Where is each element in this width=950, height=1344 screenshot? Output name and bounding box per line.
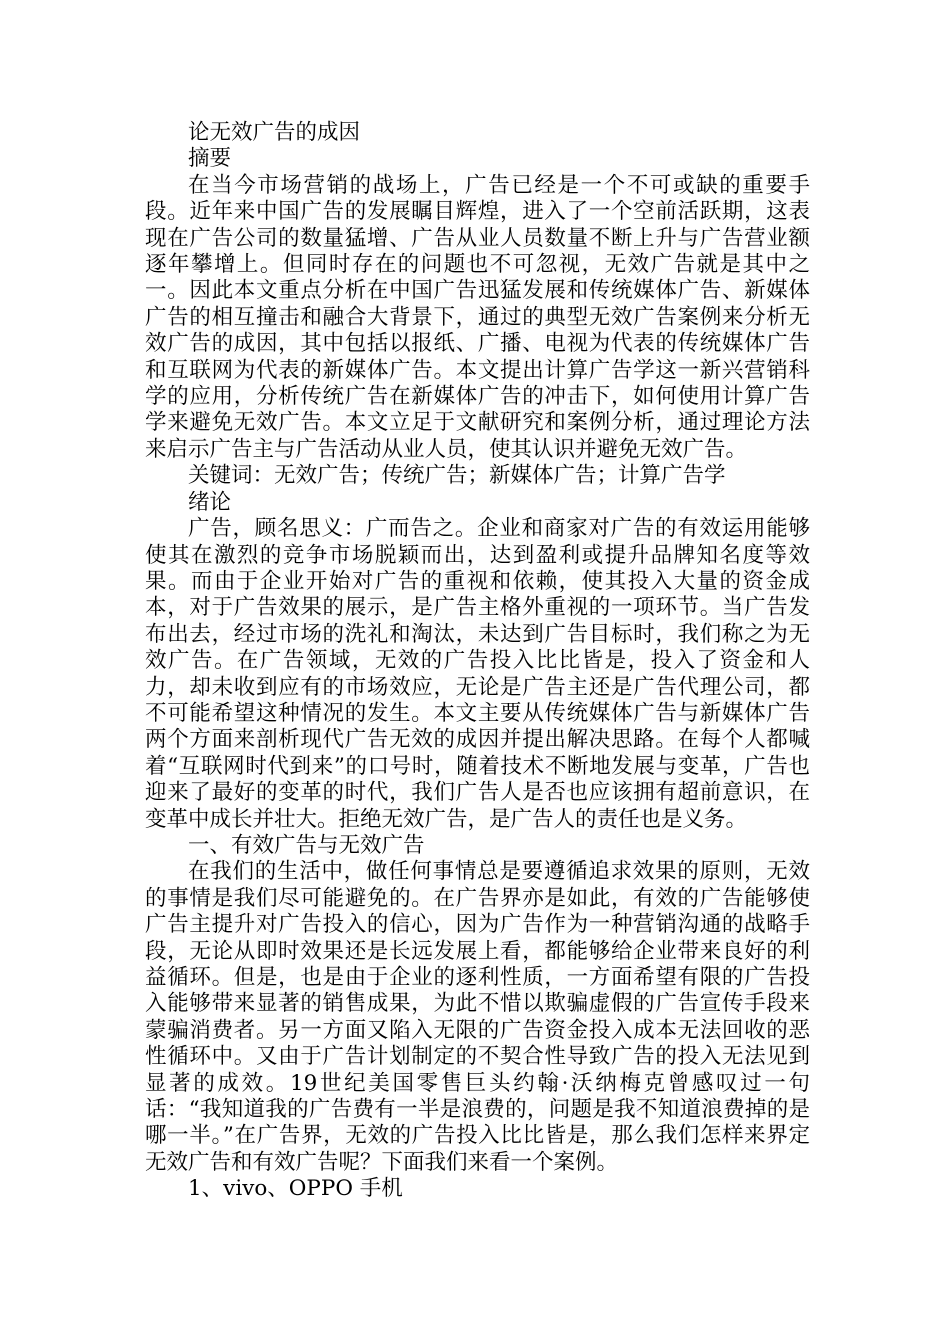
abstract-heading: 摘要 <box>188 146 232 172</box>
keywords-line: 关键词：无效广告；传统广告；新媒体广告；计算广告学 <box>188 463 726 489</box>
document-page <box>145 120 810 1203</box>
subsection-heading: 1、vivo、OPPO 手机 <box>188 1176 403 1202</box>
section-heading: 一、有效广告与无效广告 <box>188 832 425 858</box>
section-paragraph: 在我们的生活中，做任何事情总是要遵循追求效果的原则，无效的事情是我们尽可能避免的。在广告界亦是如此，有效的广告能够使广告主提升对广告投入的信心，因为广告作为一种营销沟通的战略手段，无论从即时效果还是长远发展上看，都能够给企业带来良好的利益循环。但是，也是由于企业的逐利性质，一方面希望有限的广告投入能够带来显著的销售成果，为此不惜以欺骗虚假的广告宣传手段来蒙骗消费者。另一方面又陷入无限的广告资金投入成本无法回收的恶性循环中。又由于广告计划制定的不契合性导致广告的投入无法见到显著的成效。19世纪美国零售巨头约翰·沃纳梅克曾感叹过一句话：“我知道我的广告费有一半是浪费的，问题是我不知道浪费掉的是哪一半。”在广告界，无效的广告投入比比皆是，那么我们怎样来界定无效广告和有效广告呢？下面我们来看一个案例。 <box>145 859 810 1175</box>
abstract-paragraph: 在当今市场营销的战场上，广告已经是一个不可或缺的重要手段。近年来中国广告的发展瞩目辉煌，进入了一个空前活跃期，这表现在广告公司的数量猛增、广告从业人员数量不断上升与广告营业额逐年攀增上。但同时存在的问题也不可忽视，无效广告就是其中之一。因此本文重点分析在中国广告迅猛发展和传统媒体广告、新媒体广告的相互撞击和融合大背景下，通过的典型无效广告案例来分析无效广告的成因，其中包括以报纸、广播、电视为代表的传统媒体广告和互联网为代表的新媒体广告。本文提出计算广告学这一新兴营销科学的应用，分析传统广告在新媒体广告的冲击下，如何使用计算广告学来避免无效广告。本文立足于文献研究和案例分析，通过理论方法来启示广告主与广告活动从业人员，使其认识并避免无效广告。 <box>145 172 810 462</box>
introduction-paragraph: 广告，顾名思义：广而告之。企业和商家对广告的有效运用能够使其在激烈的竞争市场脱颖而出，达到盈利或提升品牌知名度等效果。而由于企业开始对广告的重视和依赖，使其投入大量的资金成本，对于广告效果的展示，是广告主格外重视的一项环节。当广告发布出去，经过市场的洗礼和淘汰，未达到广告目标时，我们称之为无效广告。在广告领域，无效的广告投入比比皆是，投入了资金和人力，却未收到应有的市场效应，无论是广告主还是广告代理公司，都不可能希望这种情况的发生。本文主要从传统媒体广告与新媒体广告两个方面来剖析现代广告无效的成因并提出解决思路。在每个人都喊着“互联网时代到来”的口号时，随着技术不断地发展与变革，广告也迎来了最好的变革的时代，我们广告人是否也应该拥有超前意识，在变革中成长并壮大。拒绝无效广告，是广告人的责任也是义务。 <box>145 516 810 832</box>
introduction-heading: 绪论 <box>188 489 232 515</box>
document-title: 论无效广告的成因 <box>188 120 361 145</box>
